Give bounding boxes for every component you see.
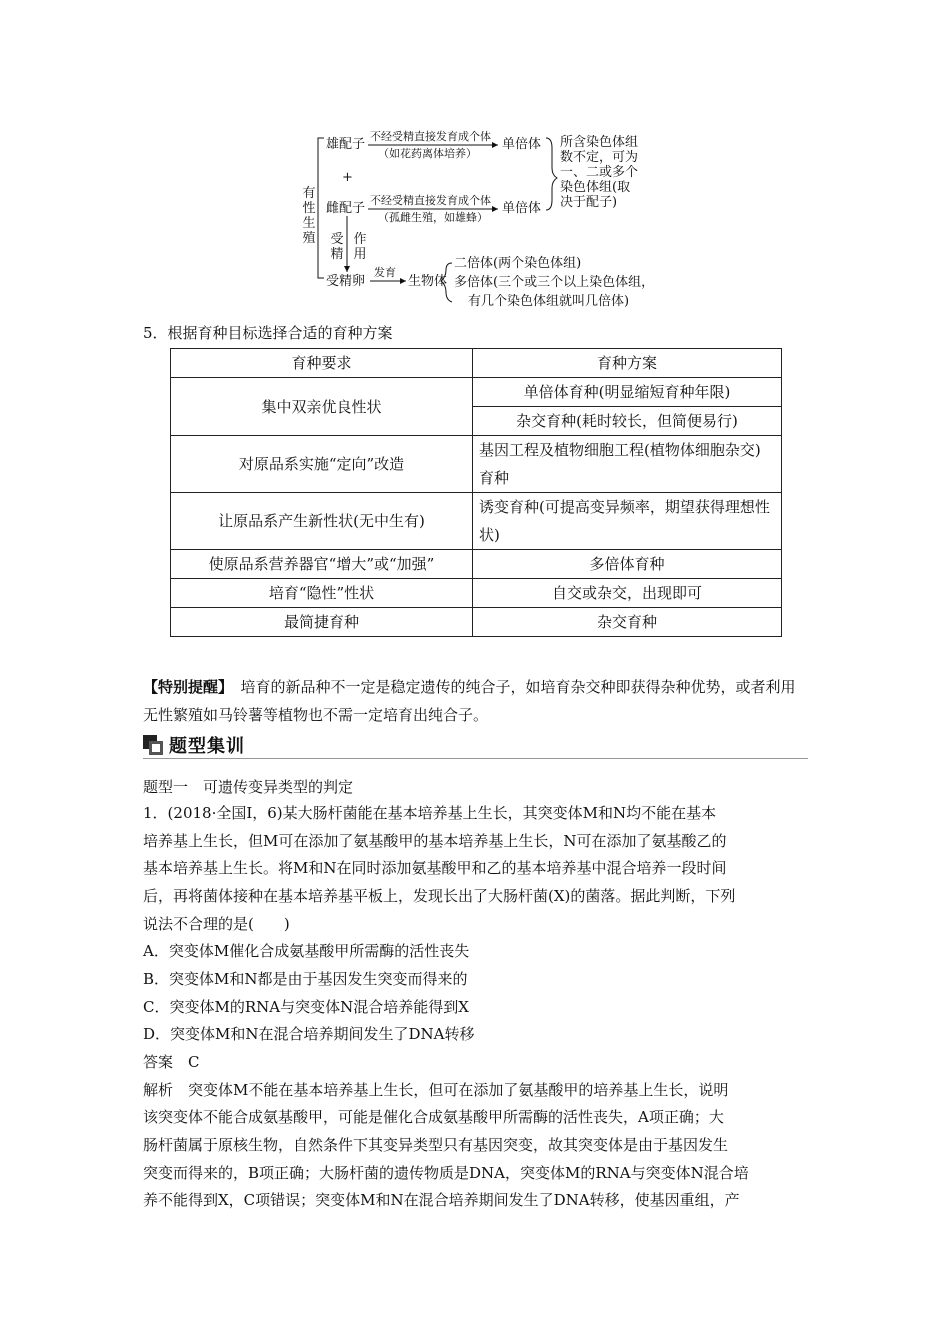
table-cell: 最简捷育种 [171, 608, 473, 637]
analysis-line: 养不能得到X，C项错误；突变体M和N在混合培养期间发生了DNA转移，使基因重组，产 [143, 1191, 740, 1209]
polyploid-label-1: 多倍体(三个或三个以上染色体组， [454, 275, 655, 290]
question-stem-line: 基本培养基上生长。将M和N在同时添加氨基酸甲和乙的基本培养基中混合培养一段时间 [143, 859, 727, 877]
reminder-label: 【特别提醒】 [143, 678, 226, 696]
banner-title: 题型集训 [169, 736, 245, 757]
table-header-cell: 育种方案 [473, 349, 782, 378]
question-stem-line: 后，再将菌体接种在基本培养基平板上，发现长出了大肠杆菌(X)的菌落。据此判断，下列 [143, 887, 736, 905]
banner-square-icon [143, 735, 163, 755]
table-cell: 单倍体育种(明显缩短育种年限) [473, 378, 782, 407]
plus-sign: + [342, 170, 353, 185]
question-stem-line: 说法不合理的是( ) [143, 915, 290, 933]
table-row [171, 378, 782, 407]
table-row [171, 436, 782, 493]
option-c: C．突变体M的RNA与突变体N混合培养能得到X [143, 998, 469, 1016]
reminder-text: 培育的新品种不一定是稳定遗传的纯合子，如培育杂交种即获得杂种优势，或者利用无性繁殖如马铃薯等植物也不需一定培育出纯合子。 [143, 678, 796, 724]
table-cell: 让原品系产生新性状(无中生有) [171, 493, 473, 550]
table-row [171, 550, 782, 579]
zygote-label: 受精卵 [326, 274, 366, 289]
haploid-label-2: 单倍体 [502, 201, 542, 216]
table-cell: 集中双亲优良性状 [171, 378, 473, 436]
table-cell: 多倍体育种 [473, 550, 782, 579]
polyploid-label-2: 有几个染色体组就叫几倍体) [468, 294, 630, 309]
breeding-table [170, 348, 782, 637]
option-d: D．突变体M和N在混合培养期间发生了DNA转移 [143, 1025, 475, 1043]
section-5-heading: 5．根据育种目标选择合适的育种方案 [143, 324, 393, 342]
arrow2-bottom-label: （孤雌生殖，如雄蜂） [378, 211, 488, 224]
option-a: A．突变体M催化合成氨基酸甲所需酶的活性丧失 [143, 942, 470, 960]
table-row [171, 608, 782, 637]
fertilization-label-left: 受 精 [330, 232, 344, 262]
question-stem-line: 1．(2018·全国Ⅰ，6)某大肠杆菌能在基本培养基上生长，其突变体M和N均不能在基本 [143, 804, 717, 822]
question-type-title: 题型一 可遗传变异类型的判定 [143, 778, 354, 796]
table-cell: 自交或杂交，出现即可 [473, 579, 782, 608]
table-cell: 杂交育种(耗时较长，但简便易行) [473, 407, 782, 436]
female-gamete-label: 雌配子 [326, 201, 366, 216]
analysis-line: 该突变体不能合成氨基酸甲，可能是催化合成氨基酸甲所需酶的活性丧失，A项正确；大 [143, 1108, 724, 1126]
option-b: B．突变体M和N都是由于基因发生突变而得来的 [143, 970, 468, 988]
banner-divider [143, 758, 808, 759]
table-cell: 杂交育种 [473, 608, 782, 637]
analysis-line: 解析 突变体M不能在基本培养基上生长，但可在添加了氨基酸甲的培养基上生长，说明 [143, 1081, 729, 1099]
section-banner [143, 733, 245, 757]
table-header-row [171, 349, 782, 378]
fertilization-label-right: 作 用 [353, 232, 367, 262]
arrow1-top-label: 不经受精直接发育成个体 [370, 130, 491, 143]
analysis-line: 肠杆菌属于原核生物，自然条件下其变异类型只有基因突变，故其突变体是由于基因发生 [143, 1136, 729, 1154]
table-header-cell: 育种要求 [171, 349, 473, 378]
develop-label: 发育 [374, 266, 396, 279]
arrow1-bottom-label: （如花药离体培养） [378, 147, 477, 160]
table-row [171, 493, 782, 550]
haploid-note: 所含染色体组 数不定，可为 一、二或多个 染色体组(取 决于配子) [560, 135, 639, 210]
arrow2-top-label: 不经受精直接发育成个体 [370, 194, 491, 207]
sexual-reproduction-label: 有 性 生 殖 [302, 186, 316, 246]
reproduction-diagram [298, 128, 658, 318]
question-stem-line: 培养基上生长，但M可在添加了氨基酸甲的基本培养基上生长，N可在添加了氨基酸乙的 [143, 832, 727, 850]
analysis-line: 突变而得来的，B项正确；大肠杆菌的遗传物质是DNA，突变体M的RNA与突变体N混合培 [143, 1164, 749, 1182]
table-row [171, 579, 782, 608]
answer-line: 答案 C [143, 1053, 200, 1071]
organism-label: 生物体 [408, 274, 448, 289]
table-cell: 培育“隐性”性状 [171, 579, 473, 608]
special-reminder [143, 673, 808, 729]
male-gamete-label: 雄配子 [326, 137, 366, 152]
haploid-label-1: 单倍体 [502, 137, 542, 152]
table-cell: 对原品系实施“定向”改造 [171, 436, 473, 493]
table-cell: 基因工程及植物细胞工程(植物体细胞杂交)育种 [473, 436, 782, 493]
table-cell: 使原品系营养器官“增大”或“加强” [171, 550, 473, 579]
diploid-label: 二倍体(两个染色体组) [454, 256, 582, 271]
table-cell: 诱变育种(可提高变异频率，期望获得理想性状) [473, 493, 782, 550]
